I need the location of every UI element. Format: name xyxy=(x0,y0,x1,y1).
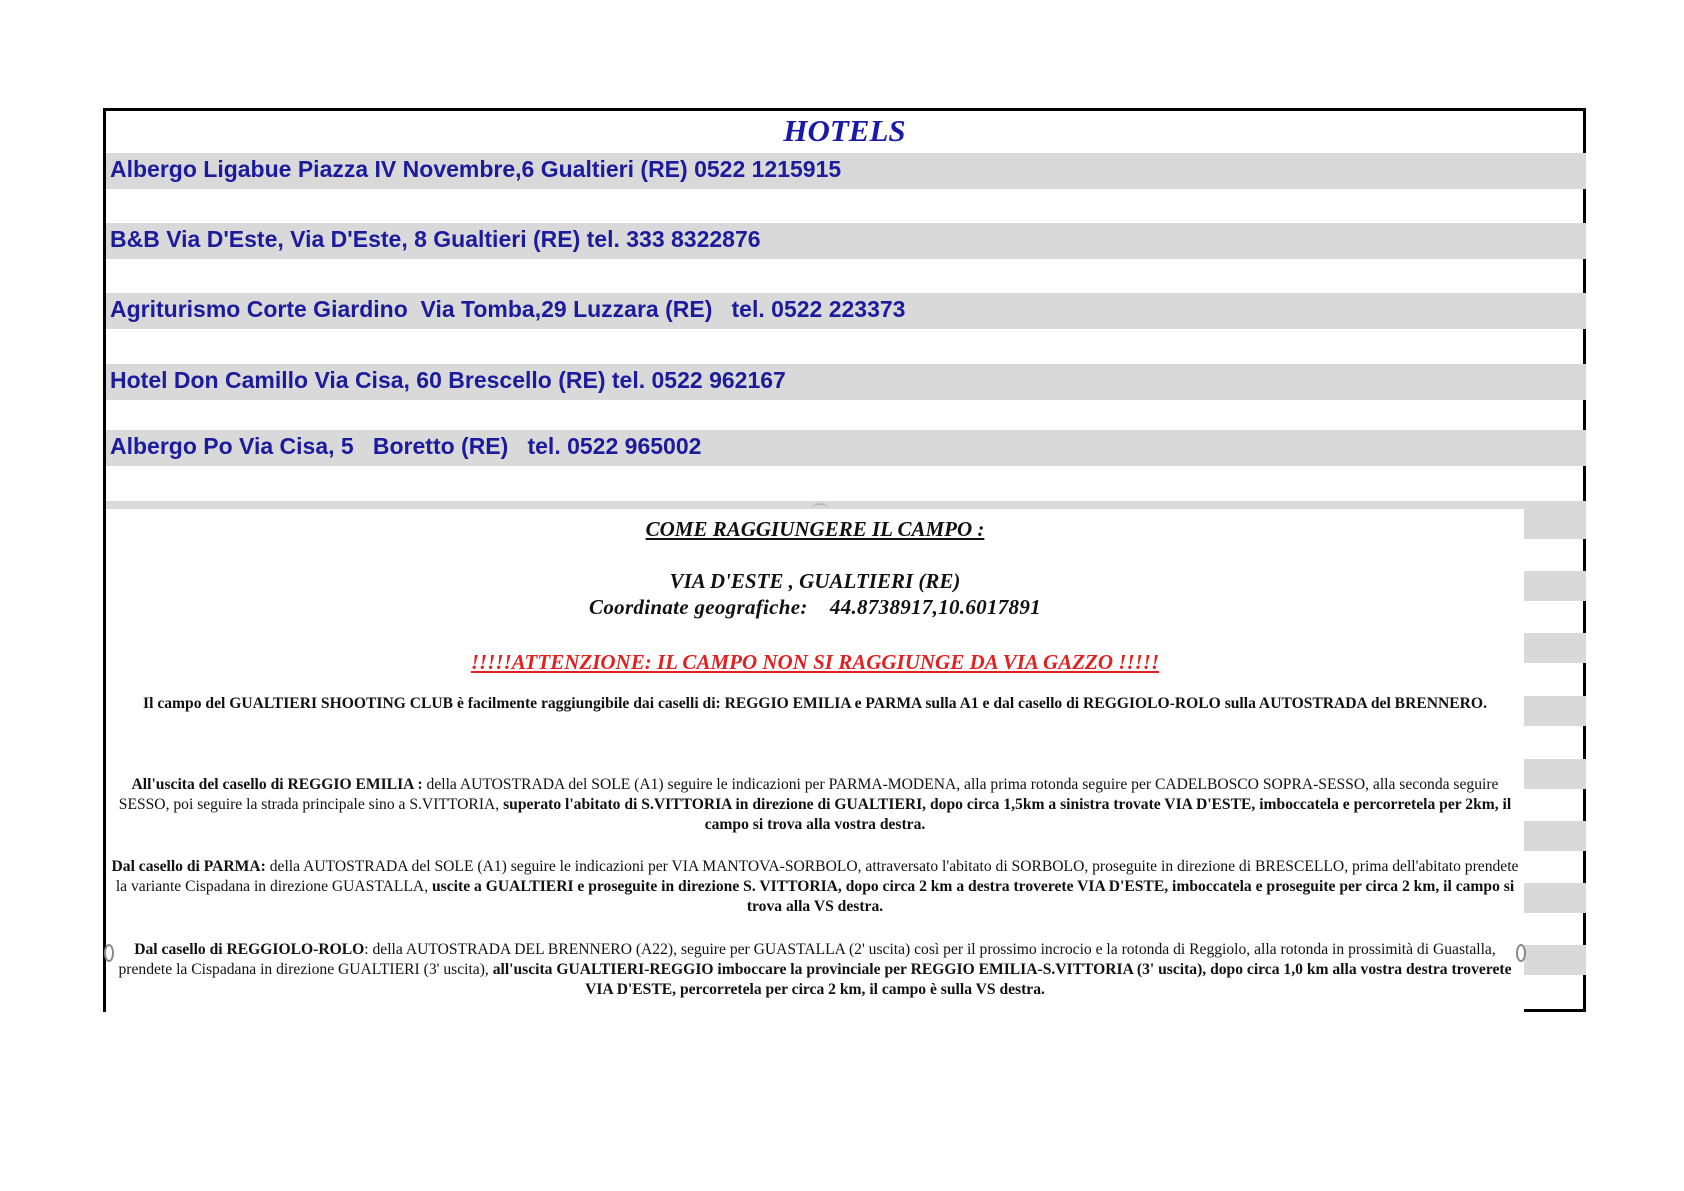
row-band xyxy=(1524,696,1586,726)
left-handle-icon xyxy=(104,944,114,962)
row-band xyxy=(1524,571,1586,601)
hotel-entry: Agriturismo Corte Giardino Via Tomba,29 Luzzara (RE) tel. 0522 223373 xyxy=(110,296,906,322)
row-band xyxy=(1524,945,1586,975)
row-band xyxy=(1524,759,1586,789)
coordinates-label: Coordinate geografiche: xyxy=(589,595,808,619)
hotel-entry: Albergo Ligabue Piazza IV Novembre,6 Gualtieri (RE) 0522 1215915 xyxy=(110,156,842,182)
hotels-sheet xyxy=(103,108,1586,1012)
handle-mark-icon xyxy=(812,503,828,513)
reggiolo-rolo-bold-text: all'uscita GUALTIERI-REGGIO imboccare la provinciale per REGGIO EMILIA-S.VITTORIA (3' uscita), dopo circa 1,0 km alla vostra destra troverete VIA D'ESTE, percorretela per circa 2 km, il campo è sulla VS destra. xyxy=(492,961,1512,998)
row-band xyxy=(106,501,1586,509)
intro-text: Il campo del GUALTIERI SHOOTING CLUB è facilmente raggiungibile dai caselli di: REGGIO EMILIA e PARMA sulla A1 e dal casello di REGGIOLO-ROLO sulla AUTOSTRADA del BRENNERO. xyxy=(143,695,1487,712)
directions-image xyxy=(106,509,1524,1012)
parma-text: della AUTOSTRADA del SOLE (A1) seguire le indicazioni per VIA MANTOVA-SORBOLO, attraversato l'abitato di SORBOLO, proseguite in direzione di BRESCELLO, prima dell'abitato prendete la variante Cispadana in direzione GUASTALLA, xyxy=(115,858,1519,895)
address-line: VIA D'ESTE , GUALTIERI (RE) xyxy=(669,569,961,593)
directions-heading: COME RAGGIUNGERE IL CAMPO : xyxy=(645,517,985,541)
parma-lead: Dal casello di PARMA: xyxy=(111,858,266,875)
hotel-entry: Albergo Po Via Cisa, 5 Boretto (RE) tel. 0522 965002 xyxy=(110,433,702,459)
reggiolo-rolo-paragraph xyxy=(106,940,1524,1000)
intro-paragraph xyxy=(106,694,1524,714)
reggio-emilia-lead: All'uscita del casello di REGGIO EMILIA : xyxy=(131,776,423,793)
hotel-entry: Hotel Don Camillo Via Cisa, 60 Brescello (RE) tel. 0522 962167 xyxy=(110,367,786,393)
coordinates-value: 44.8738917,10.6017891 xyxy=(829,595,1041,619)
reggio-emilia-text: della AUTOSTRADA del SOLE (A1) seguire le indicazioni per PARMA-MODENA, alla prima rotonda seguire per CADELBOSCO SOPRA-SESSO, alla seconda seguire SESSO, poi seguire la strada principale sino a S.VITTORIA, xyxy=(118,776,1499,813)
hotel-entry: B&B Via D'Este, Via D'Este, 8 Gualtieri (RE) tel. 333 8322876 xyxy=(110,226,761,252)
row-band xyxy=(1524,509,1586,539)
hotels-title: HOTELS xyxy=(783,113,906,148)
warning-line: !!!!!ATTENZIONE: IL CAMPO NON SI RAGGIUNGE DA VIA GAZZO !!!!! xyxy=(470,650,1160,674)
coordinates-line xyxy=(106,595,1524,620)
parma-bold-text: uscite a GUALTIERI e proseguite in direzione S. VITTORIA, dopo circa 2 km a destra troverete VIA D'ESTE, imboccatela e proseguite per circa 2 km, il campo si trova alla VS destra. xyxy=(432,878,1515,915)
reggiolo-rolo-lead: Dal casello di REGGIOLO-ROLO xyxy=(134,941,365,958)
reggio-emilia-paragraph xyxy=(106,775,1524,835)
right-handle-icon xyxy=(1516,944,1526,962)
reggio-emilia-bold-text: superato l'abitato di S.VITTORIA in direzione di GUALTIERI, dopo circa 1,5km a sinistra trovate VIA D'ESTE, imboccatela e percorretela per 2km, il campo si trova alla vostra destra. xyxy=(503,796,1512,833)
parma-paragraph xyxy=(106,857,1524,917)
reggiolo-rolo-text: : della AUTOSTRADA DEL BRENNERO (A22), seguire per GUASTALLA (2' uscita) così per il prossimo incrocio e la rotonda di Reggiolo, alla rotonda in prossimità di Guastalla, prendete la Cispadana in direzione GUALTIERI (3' uscita), xyxy=(118,941,1496,978)
row-band xyxy=(1524,821,1586,851)
row-band xyxy=(1524,883,1586,913)
row-band xyxy=(1524,633,1586,663)
